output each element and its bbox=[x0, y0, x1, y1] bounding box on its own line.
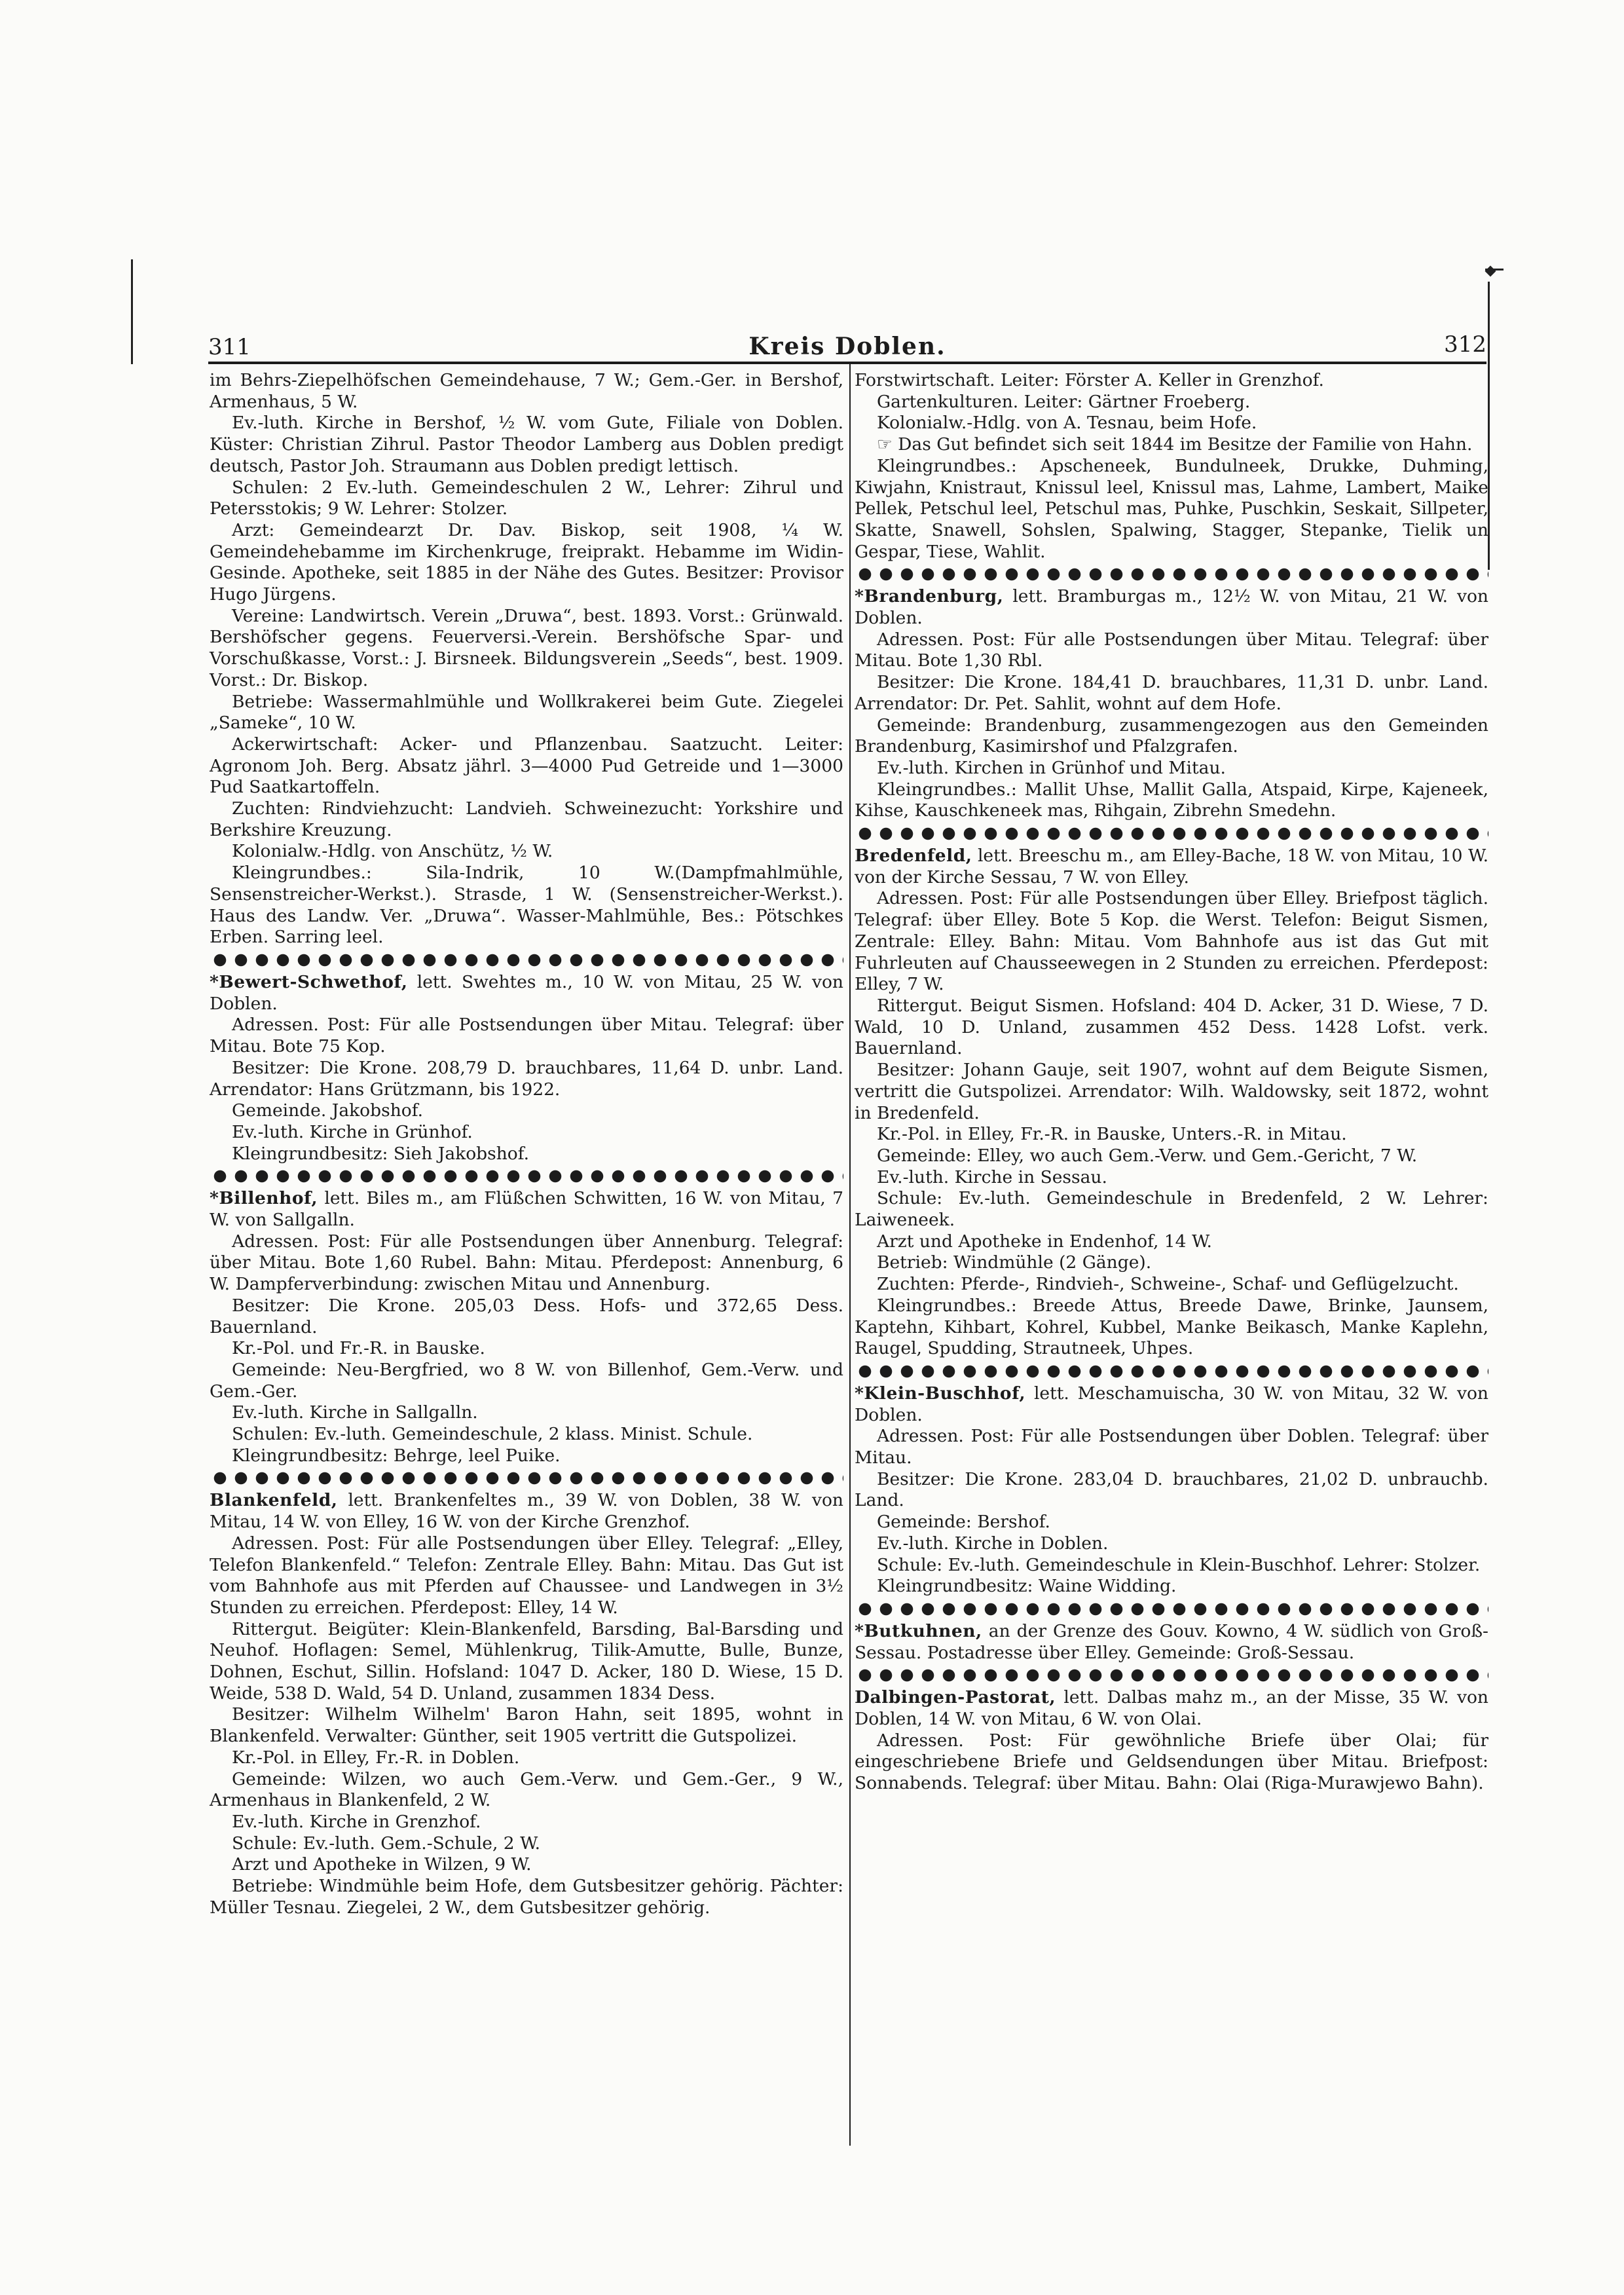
paragraph: Besitzer: Die Krone. 184,41 D. brauchbares, 11,31 D. unbr. Land. Arrendator: Dr. Pet. Sahlit, wohnt auf dem Hofe. bbox=[855, 672, 1488, 714]
paragraph: im Behrs-Ziepelhöfschen Gemeindehause, 7 W.; Gem.-Ger. in Bershof, Armenhaus, 5 W. bbox=[210, 370, 843, 412]
estate-name: *Butkuhnen, bbox=[855, 1620, 982, 1641]
paragraph: Adressen. Post: Für gewöhnliche Briefe über Olai; für eingeschriebene Briefe und Geldsendungen über Mitau. Briefpost: Sonnabends. Telegraf: über Mitau. Bahn: Olai (Riga-Murawjewo Bahn). bbox=[855, 1730, 1488, 1794]
estate-location: lett. Breeschu m., am Elley-Bache, 18 W. von Mitau, 10 W. von der Kirche Sessau, 7 W. von Elley. bbox=[855, 846, 1488, 887]
section-divider bbox=[855, 1599, 1488, 1620]
paragraph: Schule: Ev.-luth. Gemeindeschule in Bredenfeld, 2 W. Lehrer: Laiweneek. bbox=[855, 1188, 1488, 1231]
column-rule bbox=[849, 364, 851, 2146]
paragraph: Gemeinde: Wilzen, wo auch Gem.-Verw. und Gem.-Ger., 9 W., Armenhaus in Blankenfeld, 2 W. bbox=[210, 1768, 843, 1811]
paragraph: Ev.-luth. Kirche in Sessau. bbox=[877, 1166, 1107, 1187]
paragraph: Adressen. Post: Für alle Postsendungen über Doblen. Telegraf: über Mitau. bbox=[855, 1426, 1488, 1468]
paragraph: Arzt und Apotheke in Wilzen, 9 W. bbox=[232, 1854, 532, 1875]
paragraph: Arzt und Apotheke in Endenhof, 14 W. bbox=[877, 1231, 1212, 1252]
paragraph: Kleingrundbes.: Breede Attus, Breede Dawe, Brinke, Jaunsem, Kaptehn, Kihbart, Kohrel, Kubbel, Manke Beikasch, Manke Kaplehn, Raugel, Spudding, Strautneek, Uhpes. bbox=[855, 1295, 1488, 1359]
entry-heading bbox=[855, 1383, 1488, 1426]
paragraph: Schulen: Ev.-luth. Gemeindeschule, 2 klass. Minist. Schule. bbox=[232, 1424, 753, 1445]
paragraph: Kleingrundbesitz: Behrge, leel Puike. bbox=[232, 1445, 561, 1466]
left-column bbox=[210, 370, 843, 1919]
entry-heading bbox=[210, 972, 843, 1015]
page-header bbox=[208, 331, 1486, 362]
paragraph: Gemeinde: Brandenburg, zusammengezogen aus den Gemeinden Brandenburg, Kasimirshof und Pfalzgrafen. bbox=[855, 715, 1488, 757]
section-divider bbox=[855, 1665, 1488, 1686]
paragraph: Besitzer: Die Krone. 205,03 Dess. Hofs- und 372,65 Dess. Bauernland. bbox=[210, 1295, 843, 1337]
paragraph: Schule: Ev.-luth. Gemeindeschule in Klein-Buschhof. Lehrer: Stolzer. bbox=[877, 1554, 1481, 1575]
entry-heading bbox=[855, 586, 1488, 629]
paragraph: Betriebe: Wassermahlmühle und Wollkrakerei beim Gute. Ziegelei „Sameke“, 10 W. bbox=[210, 691, 843, 734]
entry-heading bbox=[855, 1687, 1488, 1730]
paragraph: Zuchten: Rindviehzucht: Landvieh. Schweinezucht: Yorkshire und Berkshire Kreuzung. bbox=[210, 798, 843, 840]
section-divider bbox=[210, 950, 843, 971]
estate-name: *Klein-Buschhof, bbox=[855, 1383, 1026, 1404]
paragraph: ☞ Das Gut befindet sich seit 1844 im Besitze der Familie von Hahn. bbox=[877, 434, 1473, 455]
estate-location: lett. Dalbas mahz m., an der Misse, 35 W. von Doblen, 14 W. von Mitau, 6 W. von Olai. bbox=[855, 1687, 1488, 1730]
paragraph: Rittergut. Beigut Sismen. Hofsland: 404 D. Acker, 31 D. Wiese, 7 D. Wald, 10 D. Unland, zusammen 452 Dess. 1428 Lofst. verk. Bauernland. bbox=[855, 995, 1488, 1059]
paragraph: Kleingrundbes.: Apscheneek, Bundulneek, Drukke, Duhming, Kiwjahn, Knistraut, Knissul leel, Knissul mas, Lahme, Lambert, Maike Pellek, Petschul leel, Petschul mas, Puhke, Puschkin, Seskait, Sillpeter, Skatte, Snawell, Sohslen, Spalwing, Stagger, Stepanke, Tielik un Gespar, Tiese, Wahlit. bbox=[855, 455, 1488, 562]
section-divider bbox=[855, 564, 1488, 585]
entry-heading bbox=[210, 1188, 843, 1231]
paragraph: Adressen. Post: Für alle Postsendungen über Mitau. Telegraf: über Mitau. Bote 1,30 Rbl. bbox=[855, 629, 1488, 671]
scan-edge-mark bbox=[1485, 266, 1496, 277]
owner-label: Besitzer: bbox=[232, 1057, 320, 1078]
paragraph: Gartenkulturen. Leiter: Gärtner Froeberg. bbox=[877, 391, 1251, 412]
paragraph: Kleingrundbes.: Mallit Uhse, Mallit Galla, Atspaid, Kirpe, Kajeneek, Kihse, Kauschkeneek mas, Rihgain, Zibrehn Smedehn. bbox=[855, 779, 1488, 821]
paragraph: Ev.-luth. Kirche in Bershof, ½ W. vom Gute, Filiale von Doblen. Küster: Christian Zihrul. Pastor Theodor Lamberg aus Doblen predigt deutsch, Pastor Joh. Straumann aus Doblen predigt lettisch. bbox=[210, 413, 843, 476]
estate-name: *Billenhof, bbox=[210, 1188, 318, 1209]
entry-heading bbox=[855, 846, 1488, 888]
section-divider bbox=[855, 823, 1488, 844]
paragraph: Schulen: 2 Ev.-luth. Gemeindeschulen 2 W., Lehrer: Zihrul und Petersstokis; 9 W. Lehrer: Stolzer. bbox=[210, 477, 843, 519]
paragraph: Ev.-luth. Kirche in Grenzhof. bbox=[232, 1812, 481, 1832]
paragraph: Besitzer: Die Krone. 283,04 D. brauchbares, 21,02 D. unbrauchb. Land. bbox=[855, 1468, 1488, 1511]
page-title: Kreis Doblen. bbox=[748, 333, 946, 360]
paragraph: Kolonialw.-Hdlg. von Anschütz, ½ W. bbox=[232, 841, 553, 862]
estate-name: *Bewert-Schwethof, bbox=[210, 971, 408, 992]
page-number-right: 312 bbox=[1444, 331, 1486, 358]
section-divider bbox=[210, 1166, 843, 1187]
paragraph: Gemeinde: Elley, wo auch Gem.-Verw. und Gem.-Gericht, 7 W. bbox=[877, 1145, 1418, 1166]
estate-location: lett. Brankenfeltes m., 39 W. von Doblen, 38 W. von Mitau, 14 W. von Elley, 16 W. von der Kirche Grenzhof. bbox=[210, 1490, 843, 1533]
paragraph: Besitzer: Wilhelm Wilhelm' Baron Hahn, seit 1895, wohnt in Blankenfeld. Verwalter: Günther, seit 1905 vertritt die Gutspolizei. bbox=[210, 1704, 843, 1747]
header-rule bbox=[208, 362, 1486, 364]
paragraph: Adressen. Post: Für alle Postsendungen über Mitau. Telegraf: über Mitau. Bote 75 Kop. bbox=[210, 1015, 843, 1057]
paragraph: Gemeinde: Neu-Bergfried, wo 8 W. von Billenhof, Gem.-Verw. und Gem.-Ger. bbox=[210, 1359, 843, 1402]
paragraph: Ev.-luth. Kirchen in Grünhof und Mitau. bbox=[877, 757, 1226, 778]
paragraph: Ev.-luth. Kirche in Grünhof. bbox=[232, 1121, 473, 1142]
estate-location: lett. Meschamuischa, 30 W. von Mitau, 32 W. von Doblen. bbox=[855, 1383, 1488, 1425]
paragraph: Adressen. Post: Für alle Postsendungen über Annenburg. Telegraf: über Mitau. Bote 1,60 Rubel. Bahn: Mitau. Pferdepost: Annenburg, 6 W. Dampferverbindung: zwischen Mitau und Annenburg. bbox=[210, 1231, 843, 1295]
paragraph: Ev.-luth. Kirche in Sallgalln. bbox=[232, 1402, 478, 1423]
paragraph: Betrieb: Windmühle (2 Gänge). bbox=[877, 1252, 1152, 1273]
paragraph: Besitzer: Johann Gauje, seit 1907, wohnt auf dem Beigute Sismen, vertritt die Gutspolizei. Arrendator: Wilh. Waldowsky, seit 1872, wohnt in Bredenfeld. bbox=[855, 1060, 1488, 1123]
paragraph: Rittergut. Beigüter: Klein-Blankenfeld, Barsding, Bal-Barsding und Neuhof. Hoflagen: Semel, Mühlenkrug, Tilik-Amutte, Bulle, Bunze, Dohnen, Eschut, Sillin. Hofsland: 1047 D. Acker, 180 D. Wiese, 15 D. Weide, 538 D. Wald, 54 D. Unland, zusammen 1834 Dess. bbox=[210, 1618, 843, 1704]
paragraph: Zuchten: Pferde-, Rindvieh-, Schweine-, Schaf- und Geflügelzucht. bbox=[877, 1274, 1459, 1295]
estate-location: lett. Bramburgas m., 12½ W. von Mitau, 21 W. von Doblen. bbox=[855, 586, 1488, 629]
paragraph: Arzt: Gemeindearzt Dr. Dav. Biskop, seit 1908, ¼ W. Gemeindehebamme im Kirchenkruge, freiprakt. Hebamme im Widin-Gesinde. Apotheke, seit 1885 in der Nähe des Gutes. Besitzer: Provisor Hugo Jürgens. bbox=[210, 519, 843, 605]
estate-name: Dalbingen-Pastorat, bbox=[855, 1687, 1056, 1708]
page-number-left: 311 bbox=[208, 334, 251, 360]
scan-edge-mark bbox=[131, 259, 133, 364]
estate-location: an der Grenze des Gouv. Kowno, 4 W. südlich von Groß-Sessau. Postadresse über Elley. Gemeinde: Groß-Sessau. bbox=[855, 1620, 1488, 1663]
section-divider bbox=[855, 1361, 1488, 1382]
paragraph: Ackerwirtschaft: Acker- und Pflanzenbau. Saatzucht. Leiter: Agronom Joh. Berg. Absatz jährl. 3—4000 Pud Getreide und 1—3000 Pud Saatkartoffeln. bbox=[210, 734, 843, 798]
paragraph: Kolonialw.-Hdlg. von A. Tesnau, beim Hofe. bbox=[877, 413, 1257, 434]
paragraph-text: Die Krone. 208,79 D. brauchbares, 11,64 D. unbr. Land. Arrendator: Hans Grützmann, bis 1922. bbox=[210, 1057, 843, 1100]
right-column bbox=[855, 370, 1488, 1795]
paragraph: Kleingrundbes.: Sila-Indrik, 10 W.(Dampfmahlmühle, Sensenstreicher-Werkst.). Strasde, 1 W. (Sensenstreicher-Werkst.). Haus des Landw. Ver. „Druwa“. Wasser-Mahlmühle, Bes.: Pötschkes Erben. Sarring leel. bbox=[210, 863, 843, 948]
paragraph bbox=[210, 1058, 843, 1100]
entry-heading bbox=[855, 1621, 1488, 1664]
paragraph: Kleingrundbesitz: Waine Widding. bbox=[877, 1576, 1177, 1597]
paragraph: Vereine: Landwirtsch. Verein „Druwa“, best. 1893. Vorst.: Grünwald. Bershöfscher gegens. Feuerversi.-Verein. Bershöfsche Spar- und Vorschußkasse, Vorst.: J. Birsneek. Bildungsverein „Seeds“, best. 1909. Vorst.: Dr. Biskop. bbox=[210, 605, 843, 690]
paragraph: Adressen. Post: Für alle Postsendungen über Elley. Briefpost täglich. Telegraf: über Elley. Bote 5 Kop. die Werst. Telefon: Beigut Sismen, Zentrale: Elley. Bahn: Mitau. Vom Bahnhofe aus ist das Gut mit Fuhrleuten auf Chausseewegen in 2 Stunden zu erreichen. Pferdepost: Elley, 7 W. bbox=[855, 888, 1488, 995]
paragraph: Forstwirtschaft. Leiter: Förster A. Keller in Grenzhof. bbox=[855, 370, 1324, 390]
estate-name: Bredenfeld, bbox=[855, 846, 972, 867]
estate-location: lett. Swehtes m., 10 W. von Mitau, 25 W. von Doblen. bbox=[210, 971, 843, 1014]
paragraph: Betriebe: Windmühle beim Hofe, dem Gutsbesitzer gehörig. Pächter: Müller Tesnau. Ziegelei, 2 W., dem Gutsbesitzer gehörig. bbox=[210, 1876, 843, 1918]
paragraph: Schule: Ev.-luth. Gem.-Schule, 2 W. bbox=[232, 1833, 541, 1854]
paragraph: Kr.-Pol. in Elley, Fr.-R. in Doblen. bbox=[232, 1747, 520, 1768]
paragraph: Ev.-luth. Kirche in Doblen. bbox=[877, 1533, 1109, 1554]
paragraph: Adressen. Post: Für alle Postsendungen über Elley. Telegraf: „Elley, Telefon Blankenfeld.“ Telefon: Zentrale Elley. Bahn: Mitau. Das Gut ist vom Bahnhofe aus mit Pferden auf Chaussee- und Landwegen in 3½ Stunden zu erreichen. Pferdepost: Elley, 14 W. bbox=[210, 1533, 843, 1618]
paragraph: Kr.-Pol. in Elley, Fr.-R. in Bauske, Unters.-R. in Mitau. bbox=[877, 1124, 1347, 1145]
estate-name: *Brandenburg, bbox=[855, 586, 1004, 607]
paragraph: Gemeinde. Jakobshof. bbox=[232, 1100, 424, 1121]
paragraph: Kr.-Pol. und Fr.-R. in Bauske. bbox=[232, 1338, 485, 1359]
paragraph: Kleingrundbesitz: Sieh Jakobshof. bbox=[232, 1143, 530, 1164]
entry-heading bbox=[210, 1490, 843, 1533]
paragraph: Gemeinde: Bershof. bbox=[877, 1512, 1050, 1533]
estate-name: Blankenfeld, bbox=[210, 1490, 338, 1511]
estate-location: lett. Biles m., am Flüßchen Schwitten, 16 W. von Mitau, 7 W. von Sallgalln. bbox=[210, 1188, 843, 1231]
section-divider bbox=[210, 1468, 843, 1489]
